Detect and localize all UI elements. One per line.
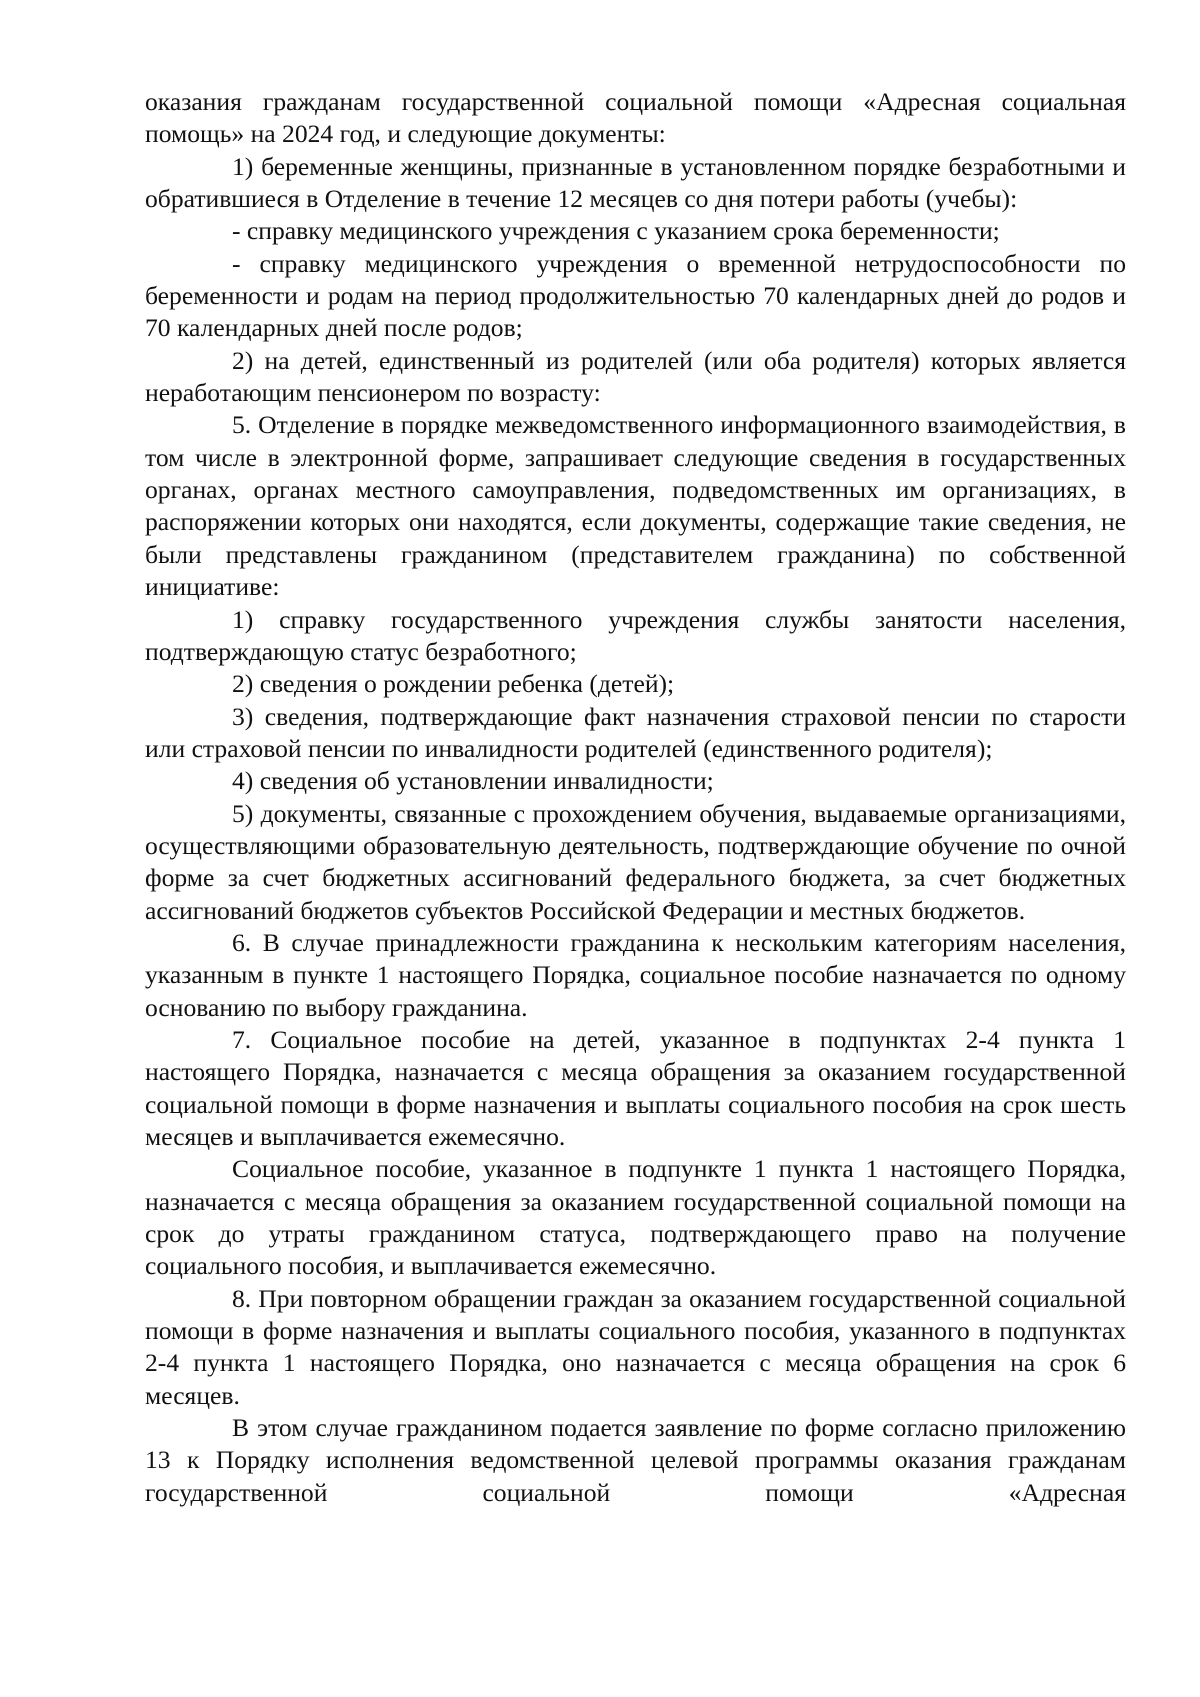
paragraph-item-sick-leave-cert: - справку медицинского учреждения о временной нетрудоспособности по беременности и родам на период продолжительностью 70 календарных дней до родов и 70 календарных дней после родов; [145,248,1126,343]
paragraph-5-item-3: 3) сведения, подтверждающие факт назначения страховой пенсии по старости или страховой пенсии по инвалидности родителей (единственного родителя); [145,701,1126,763]
paragraph-item-pregnancy-cert: - справку медицинского учреждения с указанием срока беременности; [232,216,1000,246]
paragraph-item-pregnant: 1) беременные женщины, признанные в установленном порядке безработными и обратившиеся в Отделение в течение 12 месяцев со дня потери работы (учебы): [145,151,1126,214]
paragraph-5-item-5: 5) документы, связанные с прохождением обучения, выдаваемые организациями, осуществляющими образовательную деятельность, подтверждающие обучение по очной форме за счет бюджетных ассигнований федерального бюджета, за счет бюджетных ассигнований бюджетов субъектов Российской Федерации и местных бюджетов. [145,798,1126,925]
paragraph-5-item-1: 1) справку государственного учреждения службы занятости населения, подтверждающую статус безработного; [145,604,1126,666]
paragraph-5-item-2: 2) сведения о рождении ребенка (детей); [232,669,675,699]
paragraph-section-8: 8. При повторном обращении граждан за оказанием государственной социальной помощи в форме назначения и выплаты социального пособия, указанного в подпунктах 2-4 пункта 1 настоящего Порядка, оно назначается с месяца обращения на срок 6 месяцев. [145,1283,1126,1410]
document-body [145,86,1126,1509]
paragraph-section-8-cont: В этом случае гражданином подается заявление по форме согласно приложению 13 к Порядку исполнения ведомственной целевой программы оказания гражданам государственной социальной помощи «Адресная [145,1413,1126,1507]
paragraph-section-7: 7. Социальное пособие на детей, указанное в подпунктах 2-4 пункта 1 настоящего Порядка, назначается с месяца обращения за оказанием государственной социальной помощи в форме назначения и выплаты социального пособия на срок шесть месяцев и выплачивается ежемесячно. [145,1024,1126,1151]
paragraph-section-7-cont: Социальное пособие, указанное в подпункте 1 пункта 1 настоящего Порядка, назначается с месяца обращения за оказанием государственной социальной помощи на срок до утраты гражданином статуса, подтверждающего право на получение социального пособия, и выплачивается ежемесячно. [145,1154,1126,1281]
paragraph-5-item-4: 4) сведения об установлении инвалидности; [232,766,714,796]
paragraph-section-6: 6. В случае принадлежности гражданина к нескольким категориям населения, указанным в пункте 1 настоящего Порядка, социальное пособие назначается по одному основанию по выбору гражданина. [145,927,1126,1022]
paragraph-intro: оказания гражданам государственной социальной помощи «Адресная социальная помощь» на 2024 год, и следующие документы: [145,87,1126,149]
paragraph-item-pensioner-parents: 2) на детей, единственный из родителей (или оба родителя) которых является неработающим пенсионером по возрасту: [145,345,1126,408]
paragraph-section-5: 5. Отделение в порядке межведомственного информационного взаимодействия, в том числе в электронной форме, запрашивает следующие сведения в государственных органах, органах местного самоуправления, подведомственных им организациях, в распоряжении которых они находятся, если документы, содержащие такие сведения, не были представлены гражданином (представителем гражданина) по собственной инициативе: [145,410,1126,602]
